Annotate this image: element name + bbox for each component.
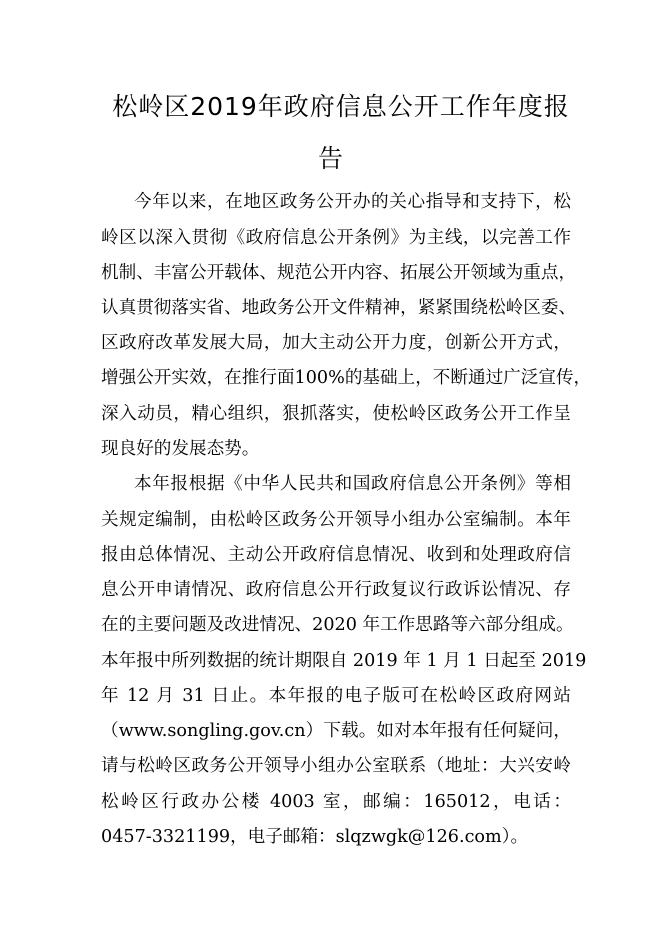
document-title: 松岭区2019年政府信息公开工作年度报: [112, 92, 570, 121]
paragraph-line: 今年以来，在地区政务公开办的关心指导和支持下，松: [134, 192, 571, 212]
paragraph-line: （www.songling.gov.cn）下载。如对本年报有任何疑问，: [101, 721, 571, 741]
paragraph-line: 本年报根据《中华人民共和国政府信息公开条例》等相: [134, 474, 571, 494]
paragraph-line: 认真贯彻落实省、地政务公开文件精神，紧紧围绕松岭区委、: [101, 298, 577, 318]
paragraph-line: 岭区以深入贯彻《政府信息公开条例》为主线，以完善工作: [101, 228, 571, 248]
paragraph-line: 区政府改革发展大局，加大主动公开力度，创新公开方式，: [101, 333, 571, 353]
paragraph-line: 机制、丰富公开载体、规范公开内容、拓展公开领域为重点，: [101, 263, 577, 283]
paragraph-line: 关规定编制，由松岭区政务公开领导小组办公室编制。本年: [101, 510, 571, 530]
paragraph-line: 松岭区行政办公楼 4003 室，邮编：165012，电话：: [101, 792, 571, 812]
paragraph-line: 增强公开实效，在推行面100%的基础上，不断通过广泛宣传，: [101, 368, 592, 388]
document-title-continued: 告: [317, 144, 344, 173]
paragraph-line: 现良好的发展态势。: [101, 439, 260, 459]
paragraph-line: 年 12 月 31 日止。本年报的电子版可在松岭区政府网站: [101, 686, 571, 706]
paragraph-line: 在的主要问题及改进情况、2020 年工作思路等六部分组成。: [101, 615, 574, 635]
paragraph-line: 0457-3321199，电子邮箱：slqzwgk@126.com）。: [101, 827, 529, 847]
paragraph-line: 息公开申请情况、政府信息公开行政复议行政诉讼情况、存: [101, 580, 571, 600]
paragraph-line: 报由总体情况、主动公开政府信息情况、收到和处理政府信: [101, 545, 571, 565]
paragraph-line: 深入动员，精心组织，狠抓落实，使松岭区政务公开工作呈: [101, 404, 571, 424]
paragraph-line: 请与松岭区政务公开领导小组办公室联系（地址：大兴安岭: [101, 756, 571, 776]
paragraph-line: 本年报中所列数据的统计期限自 2019 年 1 月 1 日起至 2019: [101, 651, 587, 671]
